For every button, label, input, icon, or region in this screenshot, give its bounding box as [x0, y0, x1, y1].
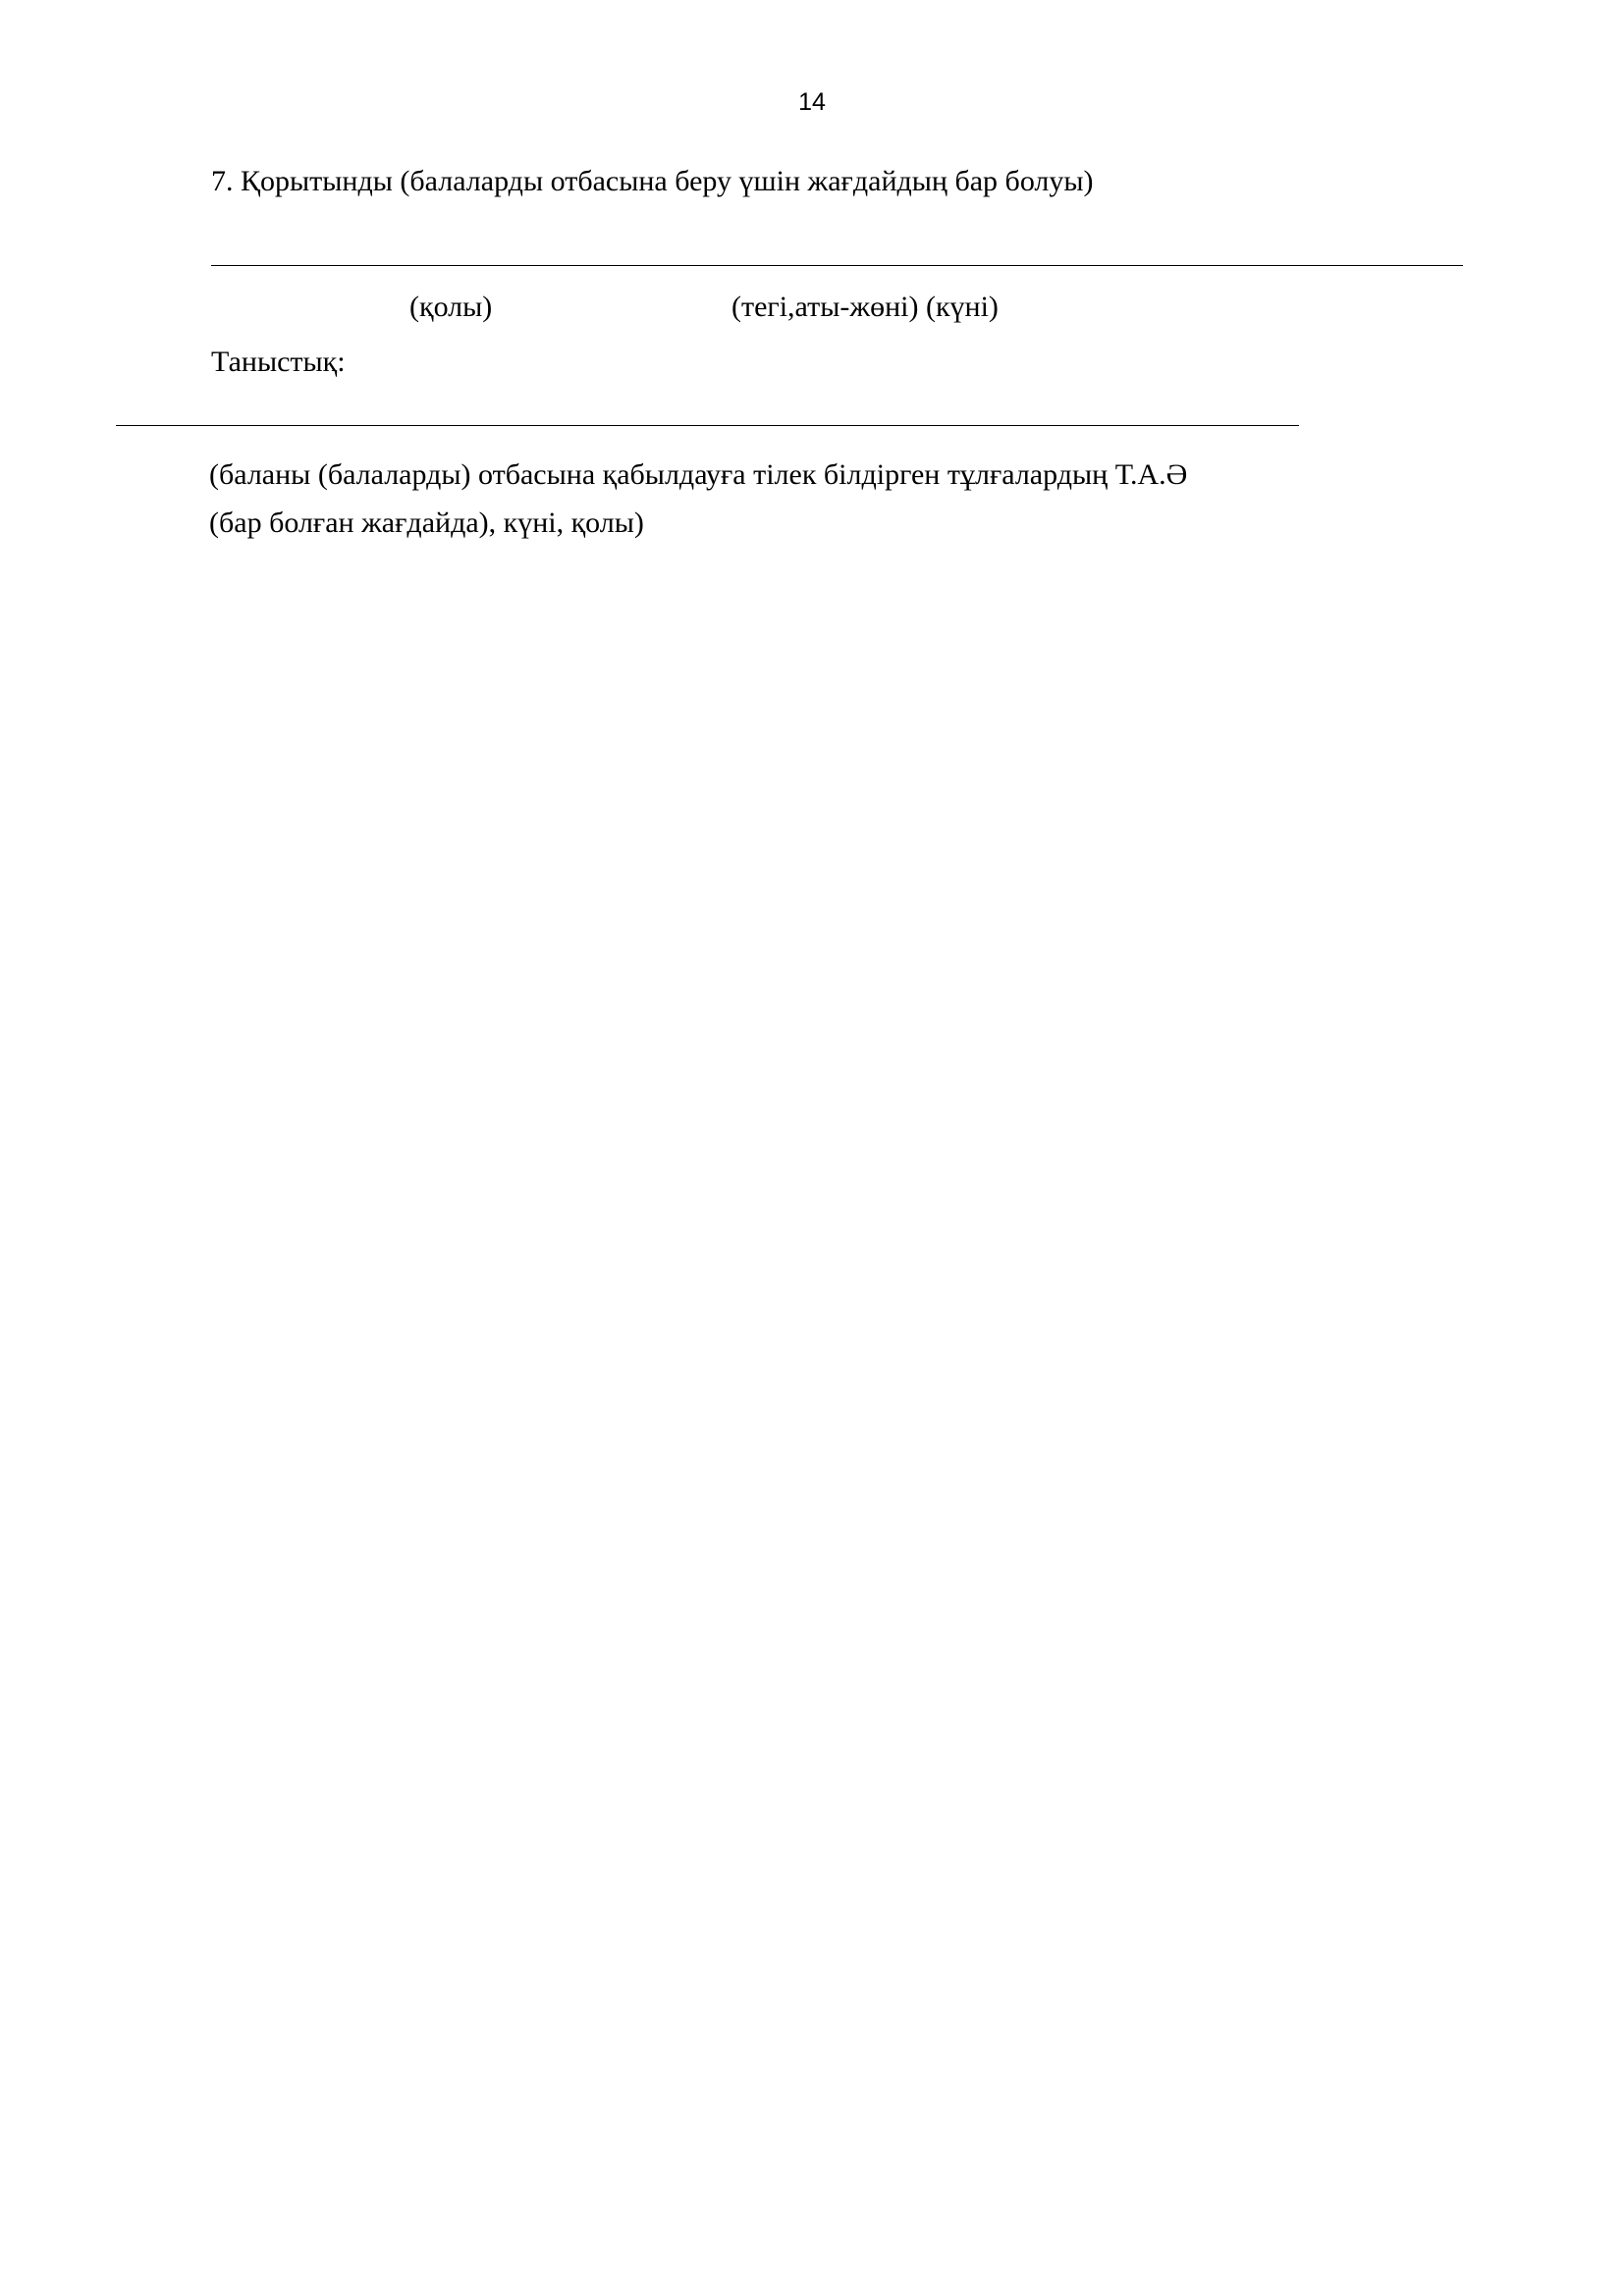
acquainted-label: Таныстық:	[211, 346, 346, 378]
document-body	[0, 162, 1624, 539]
signature-caption: (қолы)	[409, 291, 493, 323]
page-number: 14	[798, 88, 826, 116]
section-heading: 7. Қорытынды (балаларды отбасына беру үшін жағдайдың бар болуы)	[211, 165, 1094, 197]
note-block	[209, 452, 1505, 547]
acquainted-rule	[116, 425, 1299, 426]
signature-rule-wide	[211, 265, 1463, 266]
note-line-2: (бар болған жағдайда), күні, қолы)	[209, 506, 644, 539]
note-line-1: (баланы (балаларды) отбасына қабылдауға тілек білдірген тұлғалардың Т.А.Ә	[209, 458, 1188, 491]
name-date-caption: (тегі,аты-жөні) (күні)	[731, 291, 999, 323]
